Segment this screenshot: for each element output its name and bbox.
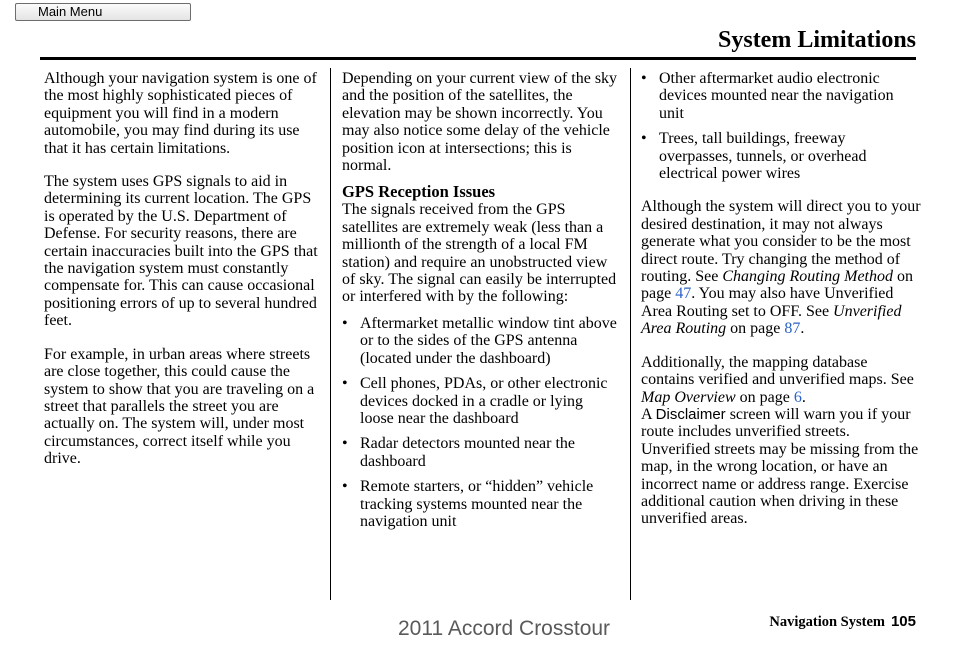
list-item: • Cell phones, PDAs, or other electronic devices docked in a cradle or lying loose near the dashboard (342, 375, 608, 427)
page-87-link[interactable]: 87 (784, 320, 801, 338)
column-divider-2 (630, 68, 631, 600)
list-item: • Radar detectors mounted near the dashboard (342, 435, 576, 470)
list-item: • Trees, tall buildings, freeway overpasses, tunnels, or overhead electrical power wires (641, 130, 867, 183)
map-overview-ref: Map Overview (641, 388, 736, 406)
page-footer (769, 613, 916, 631)
routing-paragraph: Although the system will direct you to your desired destination, it may not always generate what you consider to be the most direct route. Try changing the method of routing. See Changing Routing Method on page 47. You may also have Unverified Area Routing set to OFF. See Unverified Area Routing on page 87. (641, 198, 921, 338)
urban-paragraph: For example, in urban areas where streets are close together, this could cause the system to show that you are traveling on a street that parallels the street you are actually on. The system will, under most circumstances, correct itself while you drive. (44, 345, 315, 468)
column-divider-1 (330, 68, 331, 600)
list-item: • Other aftermarket audio electronic devices mounted near the navigation unit (641, 70, 894, 122)
database-paragraph: Additionally, the mapping database contains verified and unverified maps. See Map Overview on page 6. (641, 353, 914, 406)
title-rule (40, 57, 916, 60)
list-item: • Aftermarket metallic window tint above or to the sides of the GPS antenna (located under the dashboard) (342, 314, 617, 367)
page-title: System Limitations (718, 27, 916, 53)
changing-routing-method-ref: Changing Routing Method (722, 268, 893, 286)
footer-section-name: Navigation System (769, 614, 885, 630)
page-6-link[interactable]: 6 (793, 388, 802, 406)
column-2 (342, 70, 620, 538)
unverified-area-routing-ref: Unverified Area Routing (641, 302, 902, 338)
interference-list (342, 315, 620, 530)
column-3 (641, 70, 921, 544)
intro-paragraph: Although your navigation system is one of the most highly sophisticated pieces of equipment you will find in a modern automobile, you may find during its use that it has certain limitations. (44, 70, 317, 157)
main-menu-button[interactable]: Main Menu (15, 3, 191, 21)
disclaimer-paragraph: A Disclaimer screen will warn you if your route includes unverified streets. Unverified streets may be missing from the map, in the wrong location, or have an incorrect name or address range. Exercise additional caution when driving in these unverified areas. (641, 405, 919, 528)
page-number: 105 (890, 613, 916, 630)
disclaimer-screen-name: Disclaimer (655, 405, 726, 423)
watermark: 2011 Accord Crosstour (398, 617, 611, 640)
list-item: • Remote starters, or “hidden” vehicle tracking systems mounted near the navigation unit (342, 478, 594, 530)
elevation-paragraph: Depending on your current view of the sky and the position of the satellites, the elevation may be shown incorrectly. You may also notice some delay of the vehicle position icon at intersections; this is normal. (342, 70, 618, 175)
page-47-link[interactable]: 47 (675, 285, 692, 303)
gps-reception-heading: GPS Reception Issues (342, 182, 496, 202)
interference-list-continued (641, 70, 921, 182)
column-1 (44, 70, 324, 484)
gps-paragraph: The system uses GPS signals to aid in determining its current location. The GPS is operated by the U.S. Department of Defense. For security reasons, there are certain inaccuracies built into the GPS that the navigation system must constantly compensate for. This can cause occasional positioning errors of up to several hundred feet. (44, 173, 318, 330)
reception-paragraph: The signals received from the GPS satellites are extremely weak (less than a millionth of the strength of a local FM station) and require an unobstructed view of sky. The signal can easily be interrupted or interfered with by the following: (342, 201, 617, 306)
